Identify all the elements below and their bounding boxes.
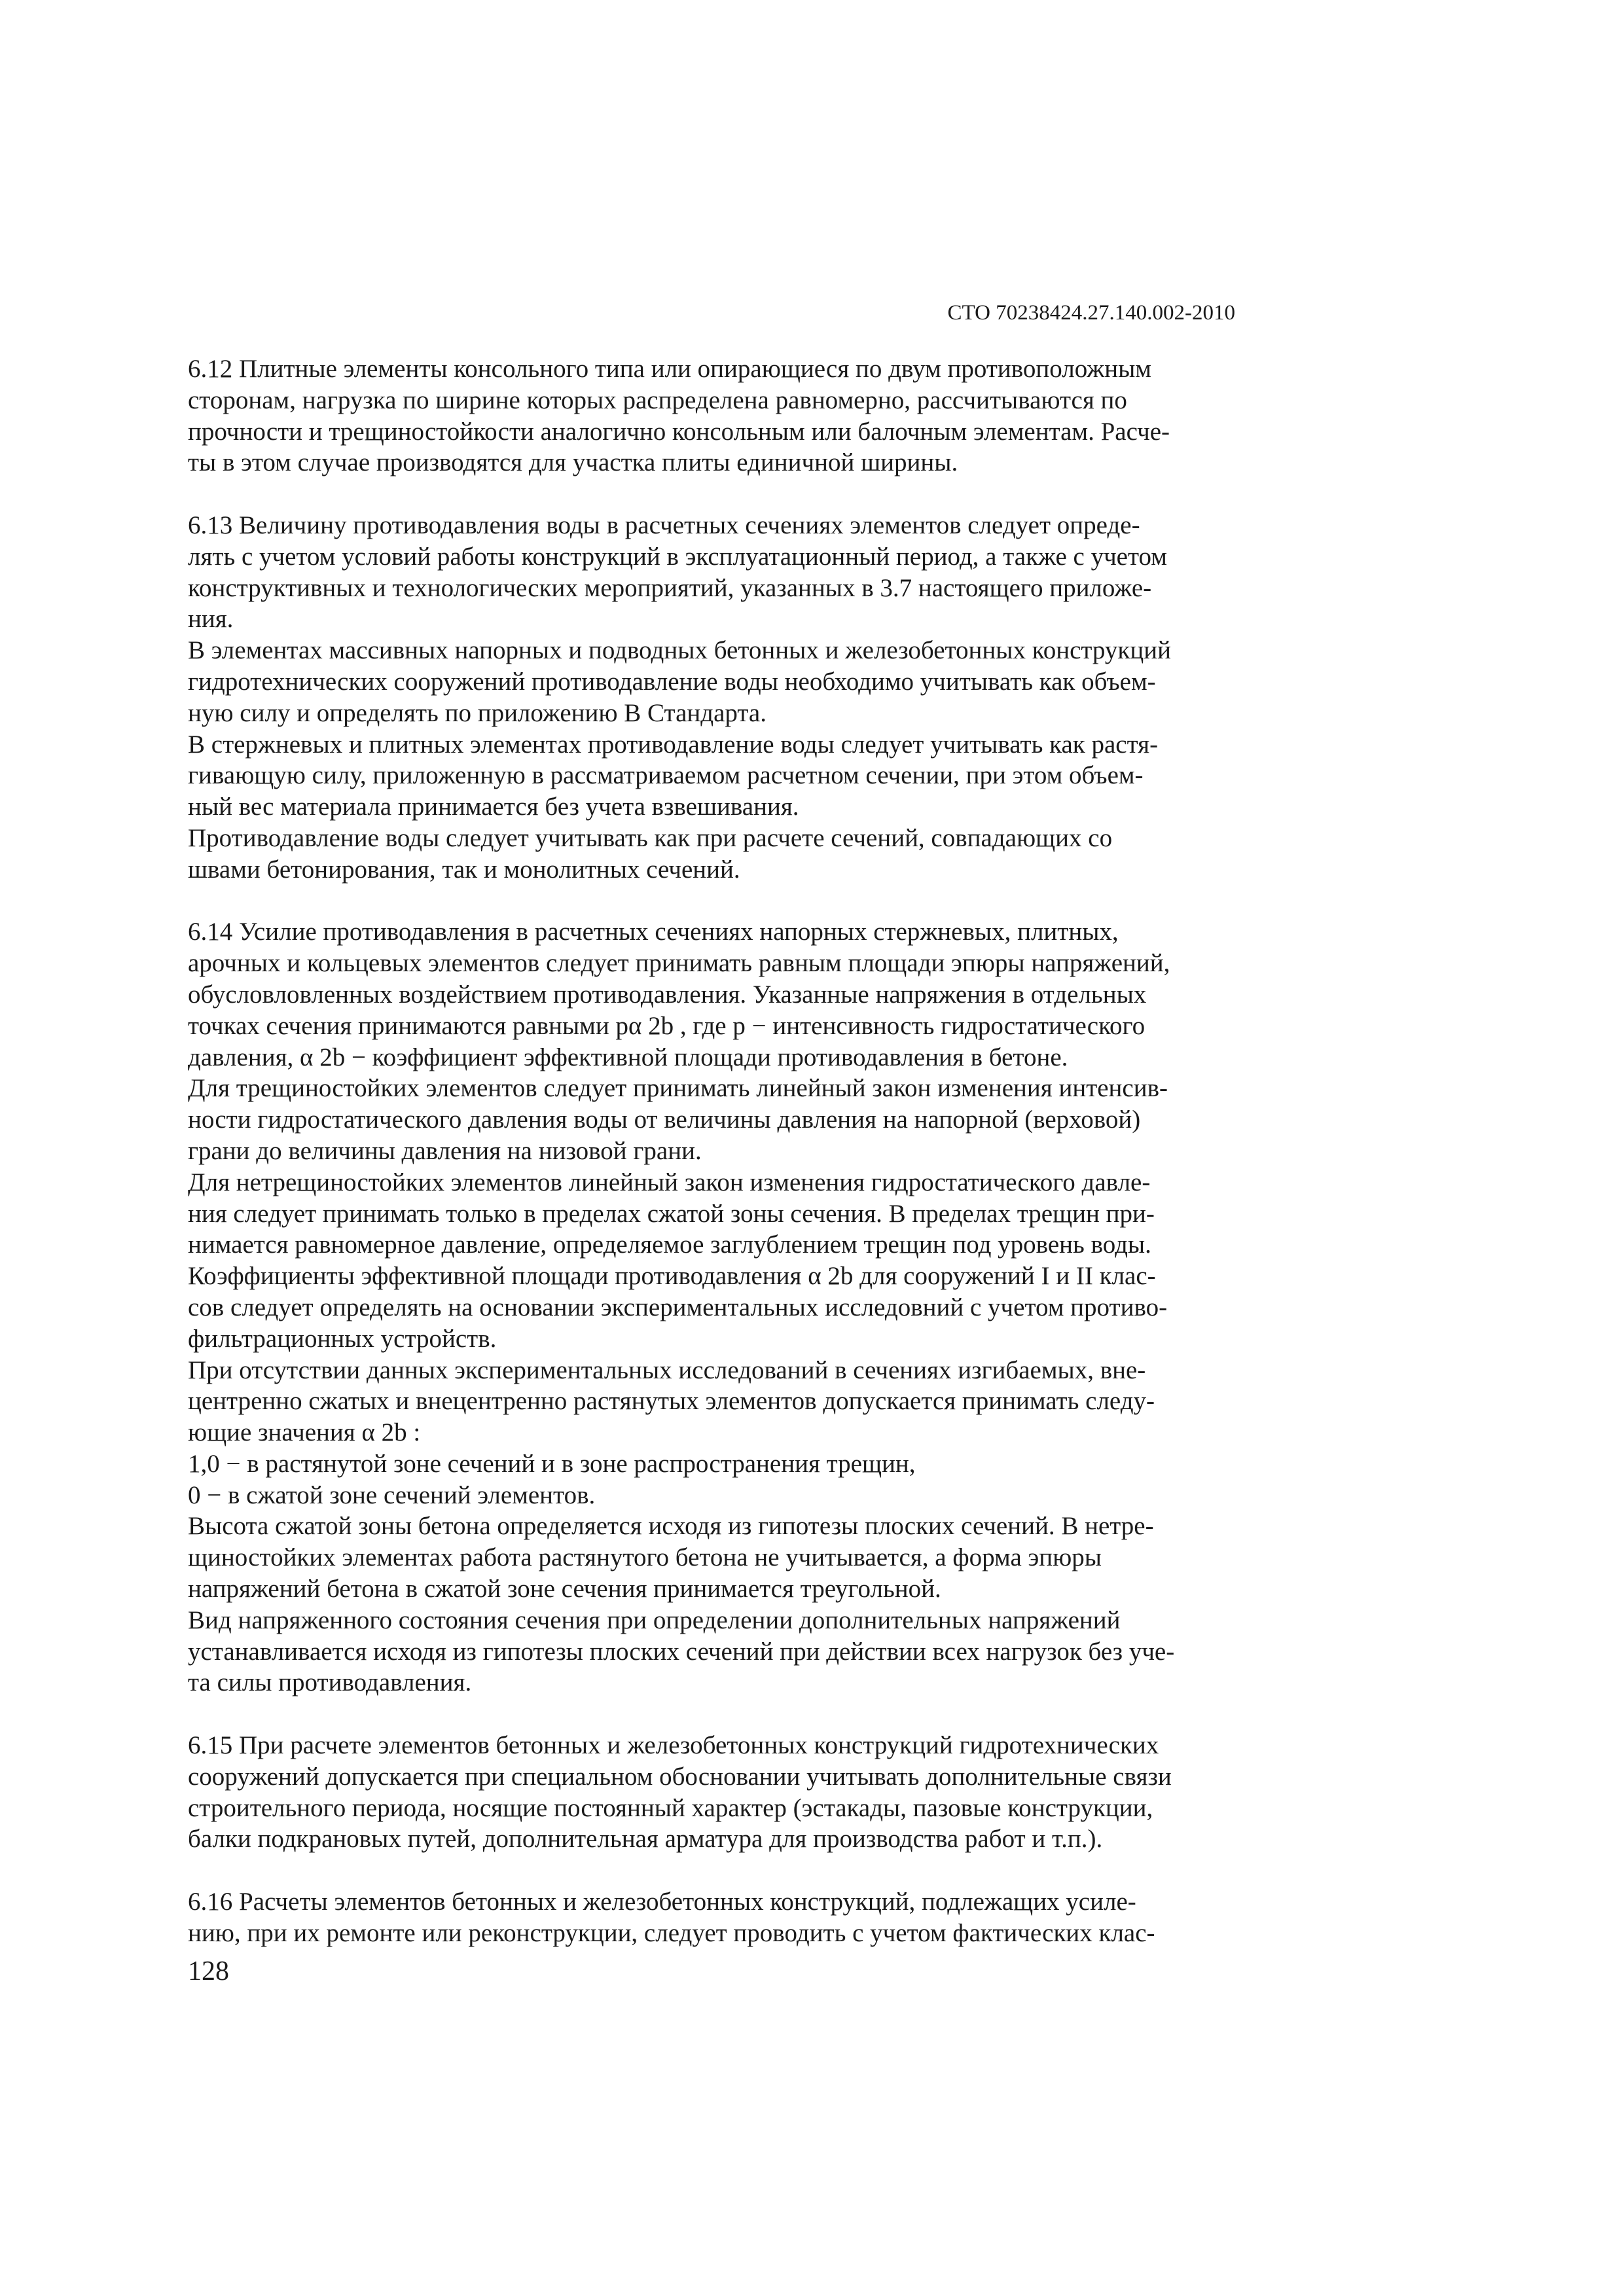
text-line: прочности и трещиностойкости аналогично консольным или балочным элементам. Расче- (188, 417, 1170, 446)
text-line: Для нетрещиностойких элементов линейный закон изменения гидростатического давле- (188, 1168, 1151, 1196)
text-line: балки подкрановых путей, дополнительная арматура для производства работ и т.п.). (188, 1825, 1103, 1854)
text-line: 6.12 Плитные элементы консольного типа или опирающиеся по двум противоположным (188, 355, 1151, 383)
text-line: Коэффициенты эффективной площади противодавления α 2b для сооружений I и II клас- (188, 1262, 1156, 1291)
text-line: ния. (188, 605, 234, 634)
text-line: нию, при их ремонте или реконструкции, следует проводить с учетом фактических клас- (188, 1918, 1155, 1947)
text-line: сторонам, нагрузка по ширине которых распределена равномерно, рассчитываются по (188, 386, 1127, 414)
section-6-14 (188, 916, 1235, 1698)
text-line: ный вес материала принимается без учета взвешивания. (188, 793, 799, 821)
text-line: точках сечения принимаются равными pα 2b , где p − интенсивность гидростатического (188, 1011, 1146, 1040)
text-line: арочных и кольцевых элементов следует принимать равным площади эпюры напряжений, (188, 949, 1170, 978)
text-line: 6.15 При расчете элементов бетонных и железобетонных конструкций гидротехнических (188, 1731, 1159, 1760)
text-line: сооружений допускается при специальном обосновании учитывать дополнительные связи (188, 1762, 1172, 1791)
text-line: Высота сжатой зоны бетона определяется исходя из гипотезы плоских сечений. В нетре- (188, 1512, 1154, 1541)
text-line: фильтрационных устройств. (188, 1324, 497, 1353)
text-line: конструктивных и технологических мероприятий, указанных в 3.7 настоящего приложе- (188, 573, 1152, 602)
page-number: 128 (188, 1956, 229, 1986)
text-line: сов следует определять на основании экспериментальных исследовний с учетом противо- (188, 1293, 1168, 1321)
section-6-13 (188, 510, 1235, 886)
paragraph-gap (188, 1855, 1235, 1886)
text-line: Противодавление воды следует учитывать как при расчете сечений, совпадающих со (188, 823, 1113, 852)
text-line: 1,0 − в растянутой зоне сечений и в зоне распространения трещин, (188, 1449, 916, 1478)
text-line: швами бетонирования, так и монолитных сечений. (188, 855, 740, 884)
text-line: Для трещиностойких элементов следует принимать линейный закон изменения интенсив- (188, 1074, 1168, 1103)
section-6-15 (188, 1730, 1235, 1855)
paragraph-gap (188, 1698, 1235, 1730)
text-line: ности гидростатического давления воды от величины давления на напорной (верховой) (188, 1105, 1141, 1134)
text-line: напряжений бетона в сжатой зоне сечения принимается треугольной. (188, 1575, 941, 1604)
text-line: устанавливается исходя из гипотезы плоских сечений при действии всех нагрузок без уче- (188, 1637, 1175, 1666)
text-line: ты в этом случае производятся для участка плиты единичной ширины. (188, 448, 958, 477)
text-line: обусловловленных воздействием противодавления. Указанные напряжения в отдельных (188, 980, 1147, 1009)
paragraph-gap (188, 478, 1235, 510)
text-line: Вид напряженного состояния сечения при определении дополнительных напряжений (188, 1605, 1121, 1634)
text-line: гидротехнических сооружений противодавление воды необходимо учитывать как объем- (188, 667, 1156, 696)
text-line: ния следует принимать только в пределах сжатой зоны сечения. В пределах трещин при- (188, 1199, 1155, 1228)
text-line: 6.14 Усилие противодавления в расчетных сечениях напорных стержневых, плитных, (188, 918, 1119, 946)
section-6-16 (188, 1886, 1235, 1949)
text-line: 6.16 Расчеты элементов бетонных и железобетонных конструкций, подлежащих усиле- (188, 1888, 1136, 1916)
text-line: ную силу и определять по приложению В Стандарта. (188, 698, 767, 727)
text-line: лять с учетом условий работы конструкций в эксплуатационный период, а также с учетом (188, 542, 1167, 571)
text-line: грани до величины давления на низовой грани. (188, 1136, 702, 1165)
text-line: В элементах массивных напорных и подводных бетонных и железобетонных конструкций (188, 636, 1171, 665)
text-line: та силы противодавления. (188, 1668, 472, 1697)
paragraph-gap (188, 886, 1235, 917)
text-line: строительного периода, носящие постоянный характер (эстакады, пазовые конструкции, (188, 1793, 1153, 1822)
document-code: СТО 70238424.27.140.002-2010 (947, 301, 1235, 325)
section-6-12 (188, 353, 1235, 478)
text-line: ющие значения α 2b : (188, 1418, 421, 1447)
document-body (188, 353, 1235, 1949)
text-line: При отсутствии данных экспериментальных исследований в сечениях изгибаемых, вне- (188, 1355, 1146, 1384)
text-line: нимается равномерное давление, определяемое заглублением трещин под уровень воды. (188, 1230, 1151, 1259)
text-line: В стержневых и плитных элементах противодавление воды следует учитывать как растя- (188, 730, 1159, 759)
text-line: 6.13 Величину противодавления воды в расчетных сечениях элементов следует опреде- (188, 511, 1140, 539)
text-line: гивающую силу, приложенную в рассматриваемом расчетном сечении, при этом объем- (188, 761, 1144, 790)
text-line: щиностойких элементах работа растянутого бетона не учитывается, а форма эпюры (188, 1543, 1102, 1572)
text-line: давления, α 2b − коэффициент эффективной площади противодавления в бетоне. (188, 1043, 1068, 1071)
text-line: центренно сжатых и внецентренно растянутых элементов допускается принимать следу- (188, 1387, 1155, 1416)
text-line: 0 − в сжатой зоне сечений элементов. (188, 1480, 596, 1509)
